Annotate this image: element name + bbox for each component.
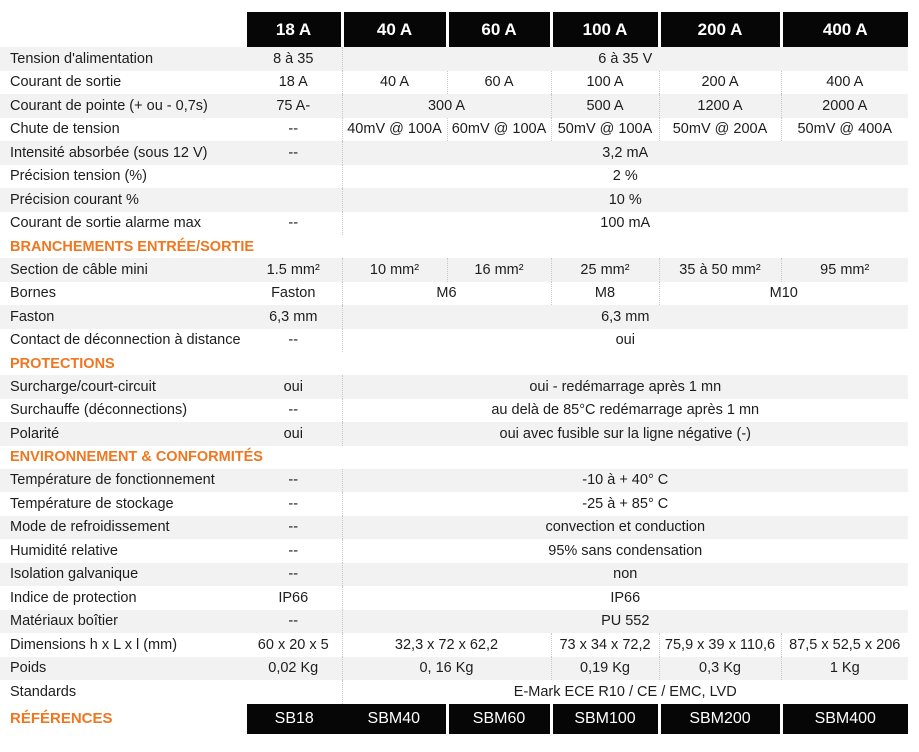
spec-label: Courant de pointe (+ ou - 0,7s) (0, 94, 245, 118)
spec-value: -- (245, 141, 342, 165)
spec-value: Faston (271, 285, 316, 302)
spec-row (0, 188, 908, 212)
spec-value: 0, 16 Kg (342, 657, 551, 681)
spec-label: Matériaux boîtier (0, 610, 245, 634)
spec-label: Standards (10, 683, 77, 700)
spec-value: 87,5 x 52,5 x 206 (781, 633, 908, 657)
spec-value: -- (288, 121, 299, 138)
spec-value: oui avec fusible sur la ligne négative (-) (342, 422, 908, 446)
spec-row (0, 47, 908, 71)
spec-value: oui (342, 329, 908, 353)
spec-value: -10 à + 40° C (342, 469, 908, 493)
spec-value: 0,3 Kg (659, 657, 781, 681)
spec-row (0, 633, 908, 657)
spec-value: M8 (551, 282, 659, 306)
spec-label: Section de câble mini (0, 258, 245, 282)
spec-row (0, 516, 908, 540)
corner-cell (0, 12, 245, 47)
spec-value: 18 A (278, 74, 308, 91)
spec-value: 75,9 x 39 x 110,6 (659, 633, 781, 657)
section-title: ENVIRONNEMENT & CONFORMITÉS (0, 446, 908, 469)
spec-value: 300 A (342, 94, 551, 118)
spec-row (0, 375, 908, 399)
spec-value: -- (245, 563, 342, 587)
spec-value: -- (288, 332, 299, 349)
spec-row (0, 165, 908, 189)
spec-label: Isolation galvanique (0, 563, 245, 587)
column-header-40a: 40 A (342, 12, 447, 47)
spec-label: Bornes (10, 285, 56, 302)
spec-value: 50mV @ 400A (781, 118, 908, 142)
spec-label: Courant de sortie (10, 74, 122, 91)
section-header-row (0, 235, 908, 258)
column-header-row (0, 12, 908, 47)
spec-value: 1 Kg (781, 657, 908, 681)
spec-value: 25 mm² (551, 258, 659, 282)
references-row (0, 704, 908, 734)
spec-row (0, 329, 908, 353)
spec-value: oui - redémarrage après 1 mn (342, 375, 908, 399)
spec-table-body (0, 47, 908, 704)
spec-value: 16 mm² (447, 258, 551, 282)
spec-row (0, 610, 908, 634)
spec-label: Mode de refroidissement (0, 516, 245, 540)
spec-value: oui (245, 375, 342, 399)
spec-value: 0,02 Kg (245, 657, 342, 681)
spec-value: M10 (659, 282, 908, 306)
spec-label: Courant de sortie alarme max (10, 215, 201, 232)
spec-value: 400 A (781, 71, 908, 95)
spec-value: 3,2 mA (342, 141, 908, 165)
spec-value (245, 680, 342, 704)
section-title: BRANCHEMENTS ENTRÉE/SORTIE (0, 235, 908, 258)
spec-value: 100 A (551, 71, 659, 95)
spec-value: 1200 A (659, 94, 781, 118)
spec-label: Intensité absorbée (sous 12 V) (0, 141, 245, 165)
references-label: RÉFÉRENCES (0, 704, 245, 734)
column-header-200a: 200 A (659, 12, 781, 47)
spec-row (0, 492, 908, 516)
spec-value: -- (288, 495, 299, 512)
spec-row (0, 71, 908, 95)
spec-value: 75 A- (245, 94, 342, 118)
spec-value: 35 à 50 mm² (659, 258, 781, 282)
spec-value: 10 % (342, 188, 908, 212)
spec-value: oui (245, 422, 342, 446)
spec-row (0, 657, 908, 681)
spec-row (0, 212, 908, 236)
spec-label: Polarité (0, 422, 245, 446)
reference-sbm40: SBM40 (342, 704, 447, 734)
spec-value: 2 % (342, 165, 908, 189)
spec-value (245, 188, 342, 212)
spec-row (0, 563, 908, 587)
spec-label: Précision tension (%) (10, 168, 147, 185)
spec-value: -- (245, 610, 342, 634)
spec-value: 6 à 35 V (342, 47, 908, 71)
spec-value: 10 mm² (342, 258, 447, 282)
spec-row (0, 118, 908, 142)
spec-label: Précision courant % (0, 188, 245, 212)
spec-value: 500 A (551, 94, 659, 118)
spec-value: 6,3 mm (342, 305, 908, 329)
spec-row (0, 94, 908, 118)
spec-value: PU 552 (342, 610, 908, 634)
reference-sbm60: SBM60 (447, 704, 551, 734)
spec-label: Poids (0, 657, 245, 681)
spec-row (0, 282, 908, 306)
spec-value: 95 mm² (781, 258, 908, 282)
spec-value: au delà de 85°C redémarrage après 1 mn (342, 399, 908, 423)
spec-value: 60mV @ 100A (447, 118, 551, 142)
spec-value (245, 165, 342, 189)
spec-row (0, 469, 908, 493)
spec-label: Température de fonctionnement (0, 469, 245, 493)
spec-row (0, 141, 908, 165)
spec-row (0, 305, 908, 329)
section-header-row (0, 352, 908, 375)
reference-sb18: SB18 (245, 704, 342, 734)
spec-value: 32,3 x 72 x 62,2 (342, 633, 551, 657)
spec-value: -25 à + 85° C (342, 492, 908, 516)
spec-row (0, 539, 908, 563)
spec-value: 2000 A (781, 94, 908, 118)
spec-row (0, 258, 908, 282)
spec-value: 60 A (447, 71, 551, 95)
spec-label: Surcharge/court-circuit (0, 375, 245, 399)
spec-value: 100 mA (342, 212, 908, 236)
spec-label: Dimensions h x L x l (mm) (10, 636, 178, 653)
spec-value: 40mV @ 100A (342, 118, 447, 142)
column-header-100a: 100 A (551, 12, 659, 47)
spec-label: Surchauffe (déconnections) (10, 402, 188, 419)
spec-value: E-Mark ECE R10 / CE / EMC, LVD (342, 680, 908, 704)
spec-value: 1.5 mm² (245, 258, 342, 282)
spec-value: 8 à 35 (245, 47, 342, 71)
reference-sbm200: SBM200 (659, 704, 781, 734)
spec-label: Humidité relative (10, 542, 118, 559)
reference-sbm400: SBM400 (781, 704, 908, 734)
column-header-18a: 18 A (245, 12, 342, 47)
spec-value: non (342, 563, 908, 587)
spec-value: -- (245, 516, 342, 540)
spec-value: IP66 (278, 589, 309, 606)
spec-value: -- (288, 402, 299, 419)
spec-label: Indice de protection (10, 589, 137, 606)
spec-label: Faston (0, 305, 245, 329)
spec-label: Tension d'alimentation (0, 47, 245, 71)
spec-value: convection et conduction (342, 516, 908, 540)
spec-table (0, 12, 908, 734)
spec-value: 50mV @ 200A (659, 118, 781, 142)
spec-value: 0,19 Kg (551, 657, 659, 681)
spec-row (0, 399, 908, 423)
spec-value: -- (245, 469, 342, 493)
spec-value: -- (288, 542, 299, 559)
reference-sbm100: SBM100 (551, 704, 659, 734)
spec-value: -- (288, 215, 299, 232)
section-header-row (0, 446, 908, 469)
spec-value: 200 A (659, 71, 781, 95)
spec-value: IP66 (342, 586, 908, 610)
spec-value: 95% sans condensation (342, 539, 908, 563)
spec-value: 6,3 mm (245, 305, 342, 329)
spec-row (0, 422, 908, 446)
spec-label: Contact de déconnection à distance (10, 332, 241, 349)
spec-value: 50mV @ 100A (551, 118, 659, 142)
spec-label: Chute de tension (10, 121, 120, 138)
spec-value: 73 x 34 x 72,2 (551, 633, 659, 657)
column-header-60a: 60 A (447, 12, 551, 47)
spec-value: 60 x 20 x 5 (257, 636, 329, 653)
spec-row (0, 680, 908, 704)
spec-row (0, 586, 908, 610)
spec-value: 40 A (342, 71, 447, 95)
section-title: PROTECTIONS (0, 352, 908, 375)
column-header-400a: 400 A (781, 12, 908, 47)
spec-label: Température de stockage (10, 495, 174, 512)
spec-value: M6 (342, 282, 551, 306)
